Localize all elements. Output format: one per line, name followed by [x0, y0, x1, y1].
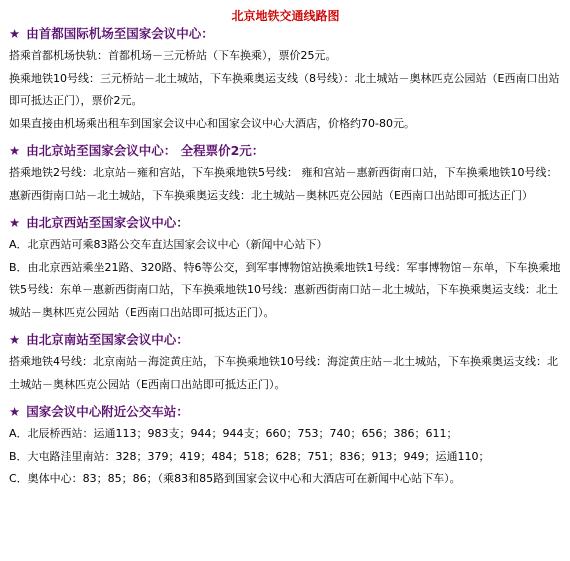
route-paragraph: C．奥体中心：83；85；86；（乘83和85路到国家会议中心和大酒店可在新闻中心站下车）。 [9, 472, 461, 485]
star-icon: ★ [9, 215, 21, 230]
route-paragraph: 搭乘地铁4号线：北京南站－海淀黄庄站，下车换乘地铁10号线：海淀黄庄站－北土城站，下车换乘奥运支线：北土城站－奥林匹克公园站（E西南口出站即可抵达正门）。 [9, 355, 558, 391]
route-section [9, 396, 562, 491]
route-paragraph: B．由北京西站乘坐21路、320路、特6等公交，到军事博物馆站换乘地铁1号线：军事博物馆－东单，下车换乘地铁5号线：东单－惠新西街南口站，下车换乘地铁10号线：惠新西街南口站－北土城站，下车换乘奥运支线：北土城站－奥林匹克公园站（E西南口出站即可抵达正门）。 [9, 260, 561, 319]
section-heading [9, 23, 562, 45]
route-paragraph: 搭乘首都机场快轨：首都机场－三元桥站（下车换乘），票价25元。 [9, 49, 337, 62]
section-heading-text: 由北京南站至国家会议中心： [26, 332, 189, 347]
star-icon: ★ [9, 332, 21, 347]
route-paragraph: 搭乘地铁2号线：北京站－雍和宫站，下车换乘地铁5号线： 雍和宫站－惠新西街南口站，下车换乘地铁10号线：惠新西街南口站－北土城站，下车换乘奥运支线：北土城站－奥林匹克公园站（E西南口出站即可抵达正门） [9, 166, 558, 202]
route-paragraph: B．大屯路洼里南站：328；379；419；484；518；628；751；836；913；949；运通110； [9, 449, 490, 463]
route-section [9, 324, 562, 396]
section-heading-text: 由北京西站至国家会议中心： [26, 215, 189, 230]
route-section [9, 23, 562, 135]
page-title: 北京地铁交通线路图 [231, 9, 340, 23]
section-heading [9, 401, 562, 423]
sections-container [9, 23, 562, 491]
section-heading-text: 由北京站至国家会议中心： 全程票价2元： [26, 143, 265, 158]
section-heading [9, 212, 562, 234]
star-icon: ★ [9, 143, 21, 158]
route-paragraph: 如果直接由机场乘出租车到国家会议中心和国家会议中心大酒店，价格约70-80元。 [9, 116, 415, 130]
section-heading [9, 140, 562, 162]
route-section [9, 207, 562, 324]
section-heading-text: 由首都国际机场至国家会议中心： [26, 26, 214, 41]
section-heading-text: 国家会议中心附近公交车站： [26, 404, 189, 419]
star-icon: ★ [9, 26, 21, 41]
route-paragraph: A．北京西站可乘83路公交车直达国家会议中心（新闻中心站下） [9, 238, 328, 251]
route-paragraph: A．北辰桥西站：运通113；983支；944；944支；660；753；740；656；386；611； [9, 427, 458, 440]
route-section [9, 135, 562, 207]
section-heading [9, 329, 562, 351]
star-icon: ★ [9, 404, 21, 419]
route-paragraph: 换乘地铁10号线：三元桥站－北土城站，下车换乘奥运支线（8号线）：北土城站－奥林匹克公园站（E西南口出站即可抵达正门），票价2元。 [9, 71, 560, 107]
